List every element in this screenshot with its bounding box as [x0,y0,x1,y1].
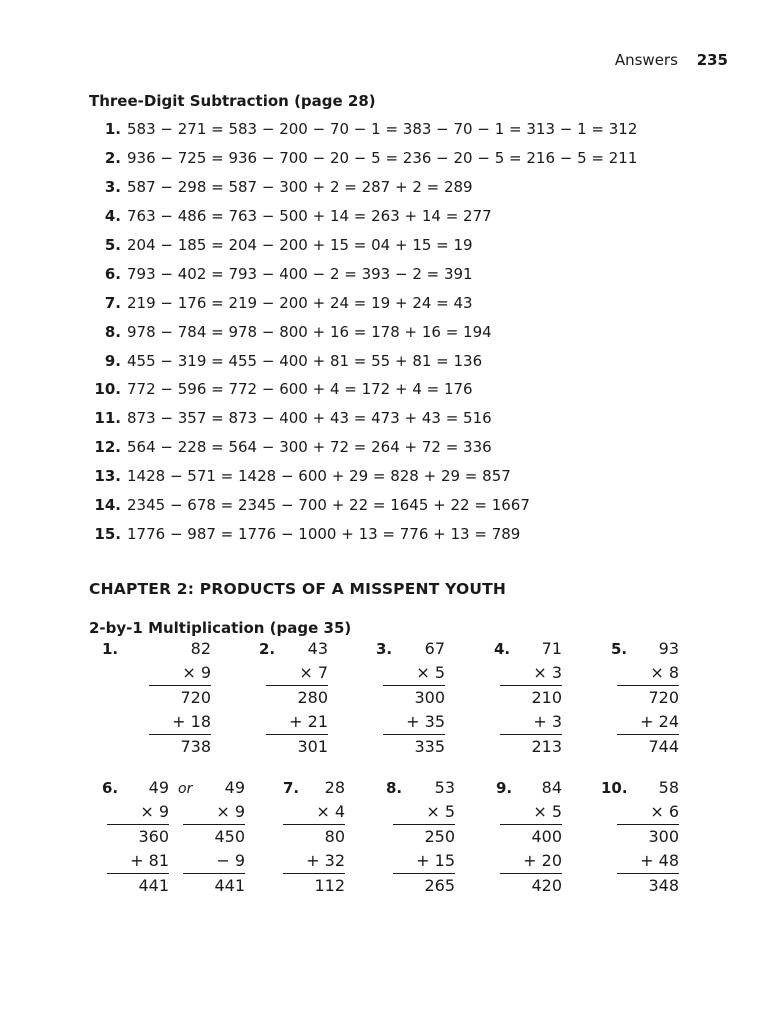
work-line: 744 [648,737,679,756]
problem-number: 5. [611,640,628,658]
problem-number: 3. [376,640,393,658]
work-line: × 5 [393,800,455,825]
work-line: 250 [424,827,455,846]
work-line: 720 [180,688,211,707]
work-line: 280 [297,688,328,707]
subtraction-item [89,317,637,346]
multiplication-column [500,776,562,898]
work-line: × 6 [617,800,679,825]
item-solution: 1776 − 987 = 1776 − 1000 + 13 = 776 + 13 = 789 [127,524,521,543]
item-solution: 978 − 784 = 978 − 800 + 16 = 178 + 16 = 194 [127,322,492,341]
work-line: 738 [180,737,211,756]
work-line: × 9 [183,800,245,825]
subtraction-item [89,231,637,260]
work-line: 53 [434,778,455,797]
work-line: 335 [414,737,445,756]
work-line: 300 [648,827,679,846]
or-label: or [178,781,193,797]
item-solution: 763 − 486 = 763 − 500 + 14 = 263 + 14 = 277 [127,207,492,226]
work-line: × 5 [383,661,445,686]
work-line: 300 [414,688,445,707]
work-line: 450 [214,827,245,846]
multiplication-column [393,776,455,898]
problem-number: 4. [494,640,511,658]
subtraction-item [89,144,637,173]
work-line: × 5 [500,800,562,825]
work-line: 348 [648,876,679,895]
subtraction-item [89,433,637,462]
item-number: 5. [104,236,121,254]
work-line: 441 [214,876,245,895]
work-line: 49 [148,778,169,797]
subtraction-item [89,346,637,375]
work-line: 400 [531,827,562,846]
item-solution: 219 − 176 = 219 − 200 + 24 = 19 + 24 = 43 [127,293,473,312]
work-line: 112 [314,876,345,895]
work-line: × 3 [500,661,562,686]
item-number: 9. [104,351,121,370]
page-number: 235 [696,51,728,69]
subtraction-item [89,173,637,202]
running-header [615,51,728,69]
work-line: 301 [297,737,328,756]
chapter-title: CHAPTER 2: PRODUCTS OF A MISSPENT YOUTH [89,580,507,598]
work-line: + 18 [149,710,211,735]
work-line: + 48 [617,849,679,874]
work-line: 82 [190,639,211,658]
work-line: × 8 [617,661,679,686]
work-line: 49 [224,778,245,797]
item-solution: 2345 − 678 = 2345 − 700 + 22 = 1645 + 22 = 1667 [127,496,530,515]
work-line: 28 [324,778,345,797]
work-line: × 9 [149,661,211,686]
work-line: 71 [541,639,562,658]
work-line: × 9 [107,800,169,825]
subtraction-item [89,288,637,317]
multiplication-heading: 2-by-1 Multiplication (page 35) [89,619,352,637]
section-label: Answers [614,51,678,69]
multiplication-column [149,637,211,759]
subtraction-item [89,404,637,433]
item-number: 3. [104,178,121,197]
item-number: 11. [94,409,121,428]
work-line: 93 [658,639,679,658]
multiplication-column [266,637,328,759]
work-line: 67 [424,639,445,658]
work-line: − 9 [183,849,245,874]
subtraction-answer-list [89,115,637,548]
subtraction-item [89,375,637,404]
work-line: 420 [531,876,562,895]
subtraction-item [89,519,637,548]
item-solution: 564 − 228 = 564 − 300 + 72 = 264 + 72 = 336 [127,438,492,457]
subtraction-heading: Three-Digit Subtraction (page 28) [89,92,376,110]
item-number: 4. [104,207,121,226]
item-number: 13. [94,467,121,486]
item-solution: 587 − 298 = 587 − 300 + 2 = 287 + 2 = 289 [127,178,473,197]
work-line: + 20 [500,849,562,874]
subtraction-item [89,259,637,288]
problem-number: 2. [259,640,276,658]
work-line: 80 [324,827,345,846]
multiplication-column [283,776,345,898]
item-number: 7. [104,293,121,312]
item-solution: 1428 − 571 = 1428 − 600 + 29 = 828 + 29 = 857 [127,467,511,486]
item-number: 10. [94,380,121,399]
work-line: × 4 [283,800,345,825]
item-solution: 583 − 271 = 583 − 200 − 70 − 1 = 383 − 70 − 1 = 313 − 1 = 312 [127,120,638,139]
work-line: + 32 [283,849,345,874]
problem-number: 6. [102,779,119,797]
subtraction-item [89,202,637,231]
work-line: 720 [648,688,679,707]
subtraction-item [89,491,637,520]
problem-number: 8. [386,779,403,797]
item-number: 8. [104,322,121,341]
work-line: + 35 [383,710,445,735]
multiplication-column [383,637,445,759]
work-line: 84 [541,778,562,797]
problem-number: 1. [102,640,119,658]
multiplication-column [107,776,169,898]
work-line: + 81 [107,849,169,874]
item-solution: 772 − 596 = 772 − 600 + 4 = 172 + 4 = 176 [127,380,473,399]
item-solution: 873 − 357 = 873 − 400 + 43 = 473 + 43 = 516 [127,409,492,428]
work-line: + 15 [393,849,455,874]
problem-number: 7. [283,779,300,797]
item-number: 1. [104,120,121,139]
item-solution: 793 − 402 = 793 − 400 − 2 = 393 − 2 = 391 [127,264,473,283]
multiplication-column [617,776,679,898]
item-solution: 455 − 319 = 455 − 400 + 81 = 55 + 81 = 136 [127,351,483,370]
work-line: 210 [531,688,562,707]
work-line: 43 [307,639,328,658]
multiplication-column [617,637,679,759]
work-line: + 24 [617,710,679,735]
work-line: 213 [531,737,562,756]
item-number: 14. [94,496,121,515]
work-line: 360 [138,827,169,846]
item-number: 15. [94,524,121,543]
work-line: + 21 [266,710,328,735]
work-line: 441 [138,876,169,895]
work-line: × 7 [266,661,328,686]
item-number: 12. [94,438,121,457]
item-number: 6. [104,264,121,283]
problem-number: 10. [601,779,628,797]
work-line: 58 [658,778,679,797]
item-solution: 936 − 725 = 936 − 700 − 20 − 5 = 236 − 20 − 5 = 216 − 5 = 211 [127,149,638,168]
work-line: + 3 [500,710,562,735]
subtraction-item [89,115,637,144]
problem-number: 9. [496,779,513,797]
subtraction-item [89,462,637,491]
multiplication-column [500,637,562,759]
work-line: 265 [424,876,455,895]
item-solution: 204 − 185 = 204 − 200 + 15 = 04 + 15 = 19 [127,236,473,254]
item-number: 2. [104,149,121,168]
